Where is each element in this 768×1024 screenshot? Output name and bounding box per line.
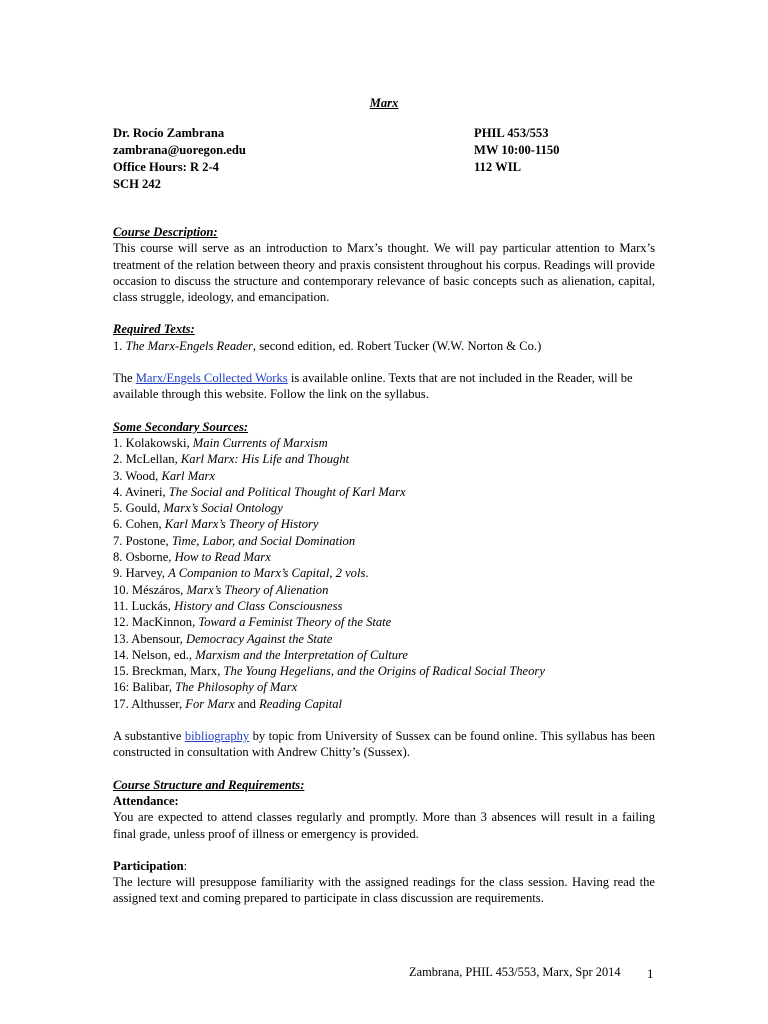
source-title: A Companion to Marx’s Capital, 2 vols xyxy=(168,566,366,581)
required-texts-section xyxy=(113,321,655,402)
secondary-source-item: 16: Balibar, The Philosophy of Marx xyxy=(113,680,298,695)
page-number: 1 xyxy=(647,966,654,981)
secondary-source-item: 7. Postone, Time, Labor, and Social Domination xyxy=(113,533,356,548)
required-texts-heading: Required Texts: xyxy=(113,322,195,337)
secondary-source-item: 15. Breckman, Marx, The Young Hegelians, and the Origins of Radical Social Theory xyxy=(113,664,545,679)
source-title: Time, Labor, and Social Domination xyxy=(171,533,356,548)
office-hours: Office Hours: R 2-4 xyxy=(113,160,219,174)
course-structure-heading: Course Structure and Requirements: xyxy=(113,777,305,792)
secondary-sources-section xyxy=(113,419,655,712)
source-title: Marxism and the Interpretation of Culture xyxy=(195,647,409,662)
document-body xyxy=(113,224,655,907)
secondary-source-item: 4. Avineri, The Social and Political Thought of Karl Marx xyxy=(113,484,406,499)
instructor-info xyxy=(113,125,246,193)
attendance-text: You are expected to attend classes regularly and promptly. More than 3 absences will result in a failing final grade, unless proof of illness or emergency is provided. xyxy=(113,810,655,841)
course-schedule: MW 10:00-1150 xyxy=(474,143,560,157)
secondary-source-item: 6. Cohen, Karl Marx’s Theory of History xyxy=(113,517,319,532)
course-info xyxy=(474,125,559,176)
office-location: SCH 242 xyxy=(113,177,161,191)
secondary-source-item: 17. Althusser, For Marx and Reading Capital xyxy=(113,696,343,711)
source-title: Main Currents of Marxism xyxy=(192,435,328,450)
secondary-source-item: 11. Luckás, History and Class Consciousness xyxy=(113,598,343,613)
secondary-sources-heading: Some Secondary Sources: xyxy=(113,419,249,434)
bibliography-link[interactable]: bibliography xyxy=(184,729,250,744)
secondary-source-item: 14. Nelson, ed., Marxism and the Interpretation of Culture xyxy=(113,647,409,662)
source-title: Toward a Feminist Theory of the State xyxy=(198,615,392,630)
page-footer: Zambrana, PHIL 453/553, Marx, Spr 2014 xyxy=(409,965,621,979)
source-title: The Social and Political Thought of Karl Marx xyxy=(168,484,406,499)
participation-text: The lecture will presuppose familiarity with the assigned readings for the class session. Having read the assigned text and coming prepared to participate in class discussion are requirements. xyxy=(113,875,655,906)
secondary-sources-list xyxy=(113,435,655,712)
participation-heading-line: Participation: xyxy=(113,858,188,873)
course-description-section xyxy=(113,224,655,305)
source-title: Marx’s Theory of Alienation xyxy=(186,582,329,597)
source-title: For Marx xyxy=(185,696,235,711)
secondary-source-item: 13. Abensour, Democracy Against the State xyxy=(113,631,333,646)
collected-works-link[interactable]: Marx/Engels Collected Works xyxy=(135,371,288,386)
secondary-source-item: 9. Harvey, A Companion to Marx’s Capital, 2 vols. xyxy=(113,566,369,581)
secondary-source-item: 10. Mészáros, Marx’s Theory of Alienation xyxy=(113,582,329,597)
source-title: History and Class Consciousness xyxy=(174,598,343,613)
attendance-heading: Attendance: xyxy=(113,793,179,808)
secondary-source-item: 1. Kolakowski, Main Currents of Marxism xyxy=(113,435,328,450)
source-title: Karl Marx’s Theory of History xyxy=(164,517,319,532)
course-room: 112 WIL xyxy=(474,160,522,174)
bibliography-note: A substantive bibliography by topic from University of Sussex can be found online. This syllabus has been constructed in consultation with Andrew Chitty’s (Sussex). xyxy=(113,729,655,760)
source-title: How to Read Marx xyxy=(174,550,271,565)
course-description-heading: Course Description: xyxy=(113,225,218,239)
required-text-title: The Marx-Engels Reader xyxy=(125,338,253,353)
source-title: The Philosophy of Marx xyxy=(175,680,298,695)
collected-works-note: The Marx/Engels Collected Works is available online. Texts that are not included in the Reader, will be available through this website. Follow the link on the syllabus. xyxy=(113,371,633,402)
instructor-email: zambrana@uoregon.edu xyxy=(113,143,246,157)
source-title: Karl Marx xyxy=(161,468,215,483)
source-title: Democracy Against the State xyxy=(186,631,333,646)
instructor-name: Dr. Rocío Zambrana xyxy=(113,126,225,140)
course-number: PHIL 453/553 xyxy=(474,126,549,140)
source-title: Marx’s Social Ontology xyxy=(163,501,283,516)
course-structure-section xyxy=(113,777,655,907)
secondary-source-item: 3. Wood, Karl Marx xyxy=(113,468,215,483)
participation-heading: Participation xyxy=(113,858,184,873)
source-title: Karl Marx: His Life and Thought xyxy=(180,452,350,467)
secondary-source-item: 8. Osborne, How to Read Marx xyxy=(113,550,271,565)
source-title: The Young Hegelians, and the Origins of Radical Social Theory xyxy=(223,664,545,679)
required-text-item: 1. The Marx-Engels Reader, second edition, ed. Robert Tucker (W.W. Norton & Co.) xyxy=(113,338,542,353)
secondary-source-item: 2. McLellan, Karl Marx: His Life and Thought xyxy=(113,452,350,467)
course-description-text: This course will serve as an introduction to Marx’s thought. We will pay particular attention to Marx’s treatment of the relation between theory and praxis consistent throughout his corpus. Readings will provide occasion to discuss the structure and contemporary relevance of basic concepts such as alienation, capital, class struggle, ideology, and emancipation. xyxy=(113,241,655,305)
secondary-source-item: 5. Gould, Marx’s Social Ontology xyxy=(113,501,283,516)
source-title: Reading Capital xyxy=(259,696,343,711)
document-title: Marx xyxy=(369,96,399,110)
secondary-source-item: 12. MacKinnon, Toward a Feminist Theory of the State xyxy=(113,615,392,630)
